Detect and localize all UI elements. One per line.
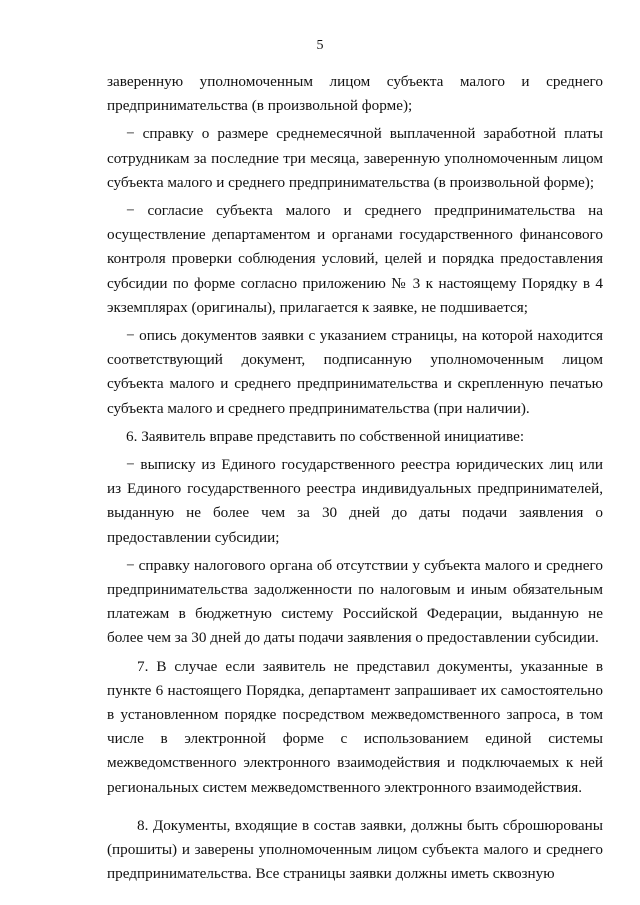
document-body [107, 70, 603, 887]
list-item-salary-certificate: − справку о размере среднемесячной выплаченной заработной платы сотрудникам за последние три месяца, заверенную уполномоченным лицом субъекта малого и среднего предпринимательства (в произвольной форме); [107, 125, 603, 191]
list-item-tax-certificate: − справку налогового органа об отсутствии у субъекта малого и среднего предпринимательства задолженности по налоговым и иным обязательным платежам в бюджетную систему Российской Федерации, выданную не более чем за 30 дней до даты подачи заявления о предоставлении субсидии. [107, 556, 603, 647]
list-item-registry-extract: − выписку из Единого государственного реестра юридических лиц или из Единого государственного реестра индивидуальных предпринимателей, выданную не более чем за 30 дней до даты подачи заявления о предоставлении субсидии; [107, 456, 603, 546]
list-item-consent: − согласие субъекта малого и среднего предпринимательства на осуществление департаментом и органами государственного финансового контроля проверки соблюдения условий, целей и порядка предоставления субсидии по форме согласно приложению № 3 к настоящему Порядку в 4 экземплярах (оригиналы), прилагается к заявке, не подшивается; [107, 202, 603, 316]
clause-7: 7. В случае если заявитель не представил документы, указанные в пункте 6 настоящего Порядка, департамент запрашивает их самостоятельно в установленном порядке посредством межведомственного запроса, в том числе в электронной форме с использованием единой системы межведомственного электронного взаимодействия и подключаемых к ней региональных систем межведомственного электронного взаимодействия. [107, 657, 603, 796]
clause-6-heading: 6. Заявитель вправе представить по собственной инициативе: [126, 427, 525, 445]
list-item-inventory: − опись документов заявки с указанием страницы, на которой находится соответствующий документ, подписанную уполномоченным лицом субъекта малого и среднего предпринимательства и скрепленную печатью субъекта малого и среднего предпринимательства (при наличии). [107, 327, 603, 417]
paragraph-continuation: заверенную уполномоченным лицом субъекта малого и среднего предпринимательства (в произвольной форме); [107, 73, 603, 115]
clause-8: 8. Документы, входящие в состав заявки, должны быть сброшюрованы (прошиты) и заверены уполномоченным лицом субъекта малого и среднего предпринимательства. Все страницы заявки должны иметь сквозную [107, 816, 603, 883]
page-number: 5 [316, 38, 324, 53]
